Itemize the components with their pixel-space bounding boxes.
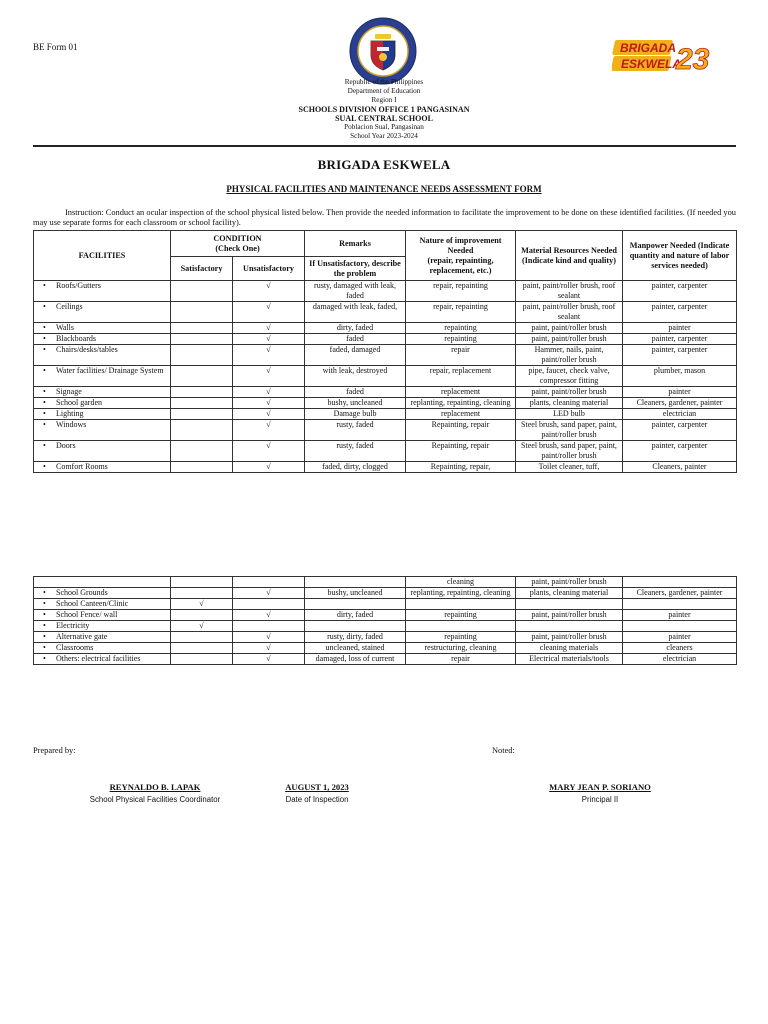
page-title: BRIGADA ESKWELA [317,157,451,172]
facility-cell: • School Grounds [34,588,171,599]
manpower-cell: painter [623,387,737,398]
satisfactory-cell [171,323,233,334]
header-remarks-sub: If Unsatisfactory, describe the problem [305,257,406,281]
table-row [34,366,737,387]
table-row [34,599,737,610]
remarks-cell: rusty, damaged with leak, faded [305,281,406,302]
remarks-cell: rusty, faded [305,420,406,441]
satisfactory-cell [171,643,233,654]
assessment-table-page2 [33,576,737,665]
remarks-cell: bushy, uncleaned [305,588,406,599]
unsatisfactory-cell: √ [233,610,305,621]
material-cell: paint, paint/roller brush [516,387,623,398]
table-row [34,654,737,665]
remarks-cell [305,599,406,610]
letterhead-division: SCHOOLS DIVISION OFFICE 1 PANGASINAN [298,105,470,114]
unsatisfactory-cell: √ [233,302,305,323]
unsatisfactory-cell: √ [233,398,305,409]
table-row [34,632,737,643]
table-row [34,420,737,441]
nature-cell: repair, repainting [406,281,516,302]
unsatisfactory-cell: √ [233,334,305,345]
remarks-cell: bushy, uncleaned [305,398,406,409]
manpower-cell: electrician [623,409,737,420]
remarks-cell: rusty, dirty, faded [305,632,406,643]
table-row [34,577,737,588]
material-cell: paint, paint/roller brush, roof sealant [516,281,623,302]
nature-cell: restructuring, cleaning [406,643,516,654]
remarks-cell: damaged, loss of current [305,654,406,665]
preparer-name: REYNALDO B. LAPAK [109,782,201,792]
unsatisfactory-cell: √ [233,441,305,462]
unsatisfactory-cell: √ [233,462,305,473]
letterhead-department: Department of Education [347,87,421,95]
unsatisfactory-cell [233,621,305,632]
remarks-cell: rusty, faded [305,441,406,462]
remarks-cell: faded, damaged [305,345,406,366]
manpower-cell: painter [623,610,737,621]
header-remarks: Remarks [305,231,406,257]
table-row [34,409,737,420]
satisfactory-cell [171,366,233,387]
satisfactory-cell: √ [171,599,233,610]
header-unsatisfactory: Unsatisfactory [233,257,305,281]
unsatisfactory-cell: √ [233,409,305,420]
unsatisfactory-cell: √ [233,654,305,665]
letterhead-republic: Republic of the Philippines [344,78,424,86]
table-row [34,621,737,632]
preparer-role: School Physical Facilities Coordinator [89,795,221,804]
material-cell: LED bulb [516,409,623,420]
satisfactory-cell [171,345,233,366]
satisfactory-cell [171,654,233,665]
nature-cell: cleaning [406,577,516,588]
material-cell: paint, paint/roller brush, roof sealant [516,302,623,323]
remarks-cell [305,577,406,588]
nature-cell: repair [406,345,516,366]
material-cell: paint, paint/roller brush [516,323,623,334]
material-cell: plants, cleaning material [516,588,623,599]
svg-text:BRIGADA: BRIGADA [620,41,676,55]
nature-cell: replanting, repainting, cleaning [406,398,516,409]
facility-cell: • Chairs/desks/tables [34,345,171,366]
manpower-cell: Cleaners, gardener, painter [623,398,737,409]
unsatisfactory-cell: √ [233,387,305,398]
header-facilities: FACILITIES [34,231,171,281]
header-material: Material Resources Needed (Indicate kind and quality) [516,231,623,281]
material-cell: Toilet cleaner, tuff, [516,462,623,473]
header-satisfactory: Satisfactory [171,257,233,281]
instruction-text: Instruction: Conduct an ocular inspection of the school physical listed below. Then provide the needed information to facilitate the improvement to be done on these identified facilities. (If needed you may use separate forms for each classroom or school facility). [33,208,736,227]
table-row [34,588,737,599]
table-row [34,345,737,366]
letterhead-region: Region I [371,96,397,104]
header-nature-sub: (repair, repainting, replacement, etc.) [427,255,494,275]
remarks-cell: faded [305,334,406,345]
unsatisfactory-cell [233,577,305,588]
material-cell: Steel brush, sand paper, paint, paint/roller brush [516,420,623,441]
manpower-cell: electrician [623,654,737,665]
manpower-cell: painter, carpenter [623,420,737,441]
letterhead-school: SUAL CENTRAL SCHOOL [335,114,433,123]
facility-cell: • Doors [34,441,171,462]
satisfactory-cell [171,577,233,588]
satisfactory-cell [171,441,233,462]
prepared-by-label: Prepared by: [33,746,76,755]
facility-cell: • Roofs/Gutters [34,281,171,302]
nature-cell: Repainting, repair, [406,462,516,473]
material-cell: paint, paint/roller brush [516,334,623,345]
facility-cell [34,577,171,588]
material-cell: plants, cleaning material [516,398,623,409]
nature-cell: Repainting, repair [406,441,516,462]
material-cell: Electrical materials/tools [516,654,623,665]
header-condition-sub: (Check One) [215,243,260,253]
remarks-cell: faded, dirty, clogged [305,462,406,473]
nature-cell: replanting, repainting, cleaning [406,588,516,599]
satisfactory-cell [171,610,233,621]
header-nature [406,231,516,281]
unsatisfactory-cell [233,599,305,610]
satisfactory-cell [171,302,233,323]
satisfactory-cell: √ [171,621,233,632]
remarks-cell: dirty, faded [305,323,406,334]
facility-cell: • Alternative gate [34,632,171,643]
form-subtitle: PHYSICAL FACILITIES AND MAINTENANCE NEEDS ASSESSMENT FORM [226,184,542,194]
facility-cell: • Comfort Rooms [34,462,171,473]
facility-cell: • School Fence/ wall [34,610,171,621]
unsatisfactory-cell: √ [233,366,305,387]
facility-cell: • School Canteen/Clinic [34,599,171,610]
nature-cell: repainting [406,632,516,643]
satisfactory-cell [171,334,233,345]
facility-cell: • Electricity [34,621,171,632]
table-row [34,441,737,462]
table-row [34,462,737,473]
facility-cell: • Walls [34,323,171,334]
nature-cell: repair [406,654,516,665]
nature-cell: repair, replacement [406,366,516,387]
nature-cell [406,621,516,632]
facility-cell: • Water facilities/ Drainage System [34,366,171,387]
letterhead [0,78,768,141]
remarks-cell [305,621,406,632]
satisfactory-cell [171,632,233,643]
svg-text:ESKWELA: ESKWELA [621,57,681,71]
manpower-cell [623,621,737,632]
satisfactory-cell [171,387,233,398]
facility-cell: • Others: electrical facilities [34,654,171,665]
noter-name: MARY JEAN P. SORIANO [549,782,651,792]
manpower-cell: painter, carpenter [623,441,737,462]
material-cell: Hammer, nails, paint, paint/roller brush [516,345,623,366]
header-condition [171,231,305,257]
manpower-cell: painter [623,323,737,334]
table-row [34,643,737,654]
noter-role: Principal II [581,795,619,804]
satisfactory-cell [171,462,233,473]
table-row [34,281,737,302]
material-cell [516,621,623,632]
material-cell [516,599,623,610]
nature-cell: repainting [406,610,516,621]
facility-cell: • Lighting [34,409,171,420]
unsatisfactory-cell: √ [233,632,305,643]
satisfactory-cell [171,588,233,599]
manpower-cell: painter, carpenter [623,334,737,345]
noted-label: Noted: [492,746,515,755]
unsatisfactory-cell: √ [233,643,305,654]
header-condition-label: CONDITION [213,233,262,243]
svg-text:23: 23 [676,43,710,76]
facility-cell: • Ceilings [34,302,171,323]
manpower-cell [623,599,737,610]
assessment-table-page1 [33,230,737,473]
letterhead-address: Poblacion Sual, Pangasinan [344,123,424,131]
inspection-date-label: Date of Inspection [285,795,349,804]
material-cell: Steel brush, sand paper, paint, paint/roller brush [516,441,623,462]
nature-cell: repainting [406,334,516,345]
remarks-cell: Damage bulb [305,409,406,420]
table-row [34,334,737,345]
header-divider [33,145,736,147]
remarks-cell: with leak, destroyed [305,366,406,387]
manpower-cell: Cleaners, gardener, painter [623,588,737,599]
header-nature-label: Nature of improvement Needed [419,235,502,255]
table-row [34,387,737,398]
nature-cell [406,599,516,610]
nature-cell: replacement [406,387,516,398]
manpower-cell: painter, carpenter [623,281,737,302]
unsatisfactory-cell: √ [233,420,305,441]
remarks-cell: dirty, faded [305,610,406,621]
remarks-cell: faded [305,387,406,398]
satisfactory-cell [171,281,233,302]
material-cell: paint, paint/roller brush [516,632,623,643]
satisfactory-cell [171,420,233,441]
remarks-cell: uncleaned, stained [305,643,406,654]
material-cell: paint, paint/roller brush [516,577,623,588]
material-cell: paint, paint/roller brush [516,610,623,621]
facility-cell: • Signage [34,387,171,398]
table-row [34,610,737,621]
inspection-date: AUGUST 1, 2023 [285,782,349,792]
table-row [34,398,737,409]
nature-cell: Repainting, repair [406,420,516,441]
facility-cell: • Classrooms [34,643,171,654]
satisfactory-cell [171,398,233,409]
material-cell: pipe, faucet, check valve, compressor fitting [516,366,623,387]
manpower-cell [623,577,737,588]
manpower-cell: plumber, mason [623,366,737,387]
letterhead-school-year: School Year 2023-2024 [350,132,418,140]
table-row [34,302,737,323]
manpower-cell: cleaners [623,643,737,654]
nature-cell: repainting [406,323,516,334]
manpower-cell: painter, carpenter [623,302,737,323]
unsatisfactory-cell: √ [233,588,305,599]
remarks-cell: damaged with leak, faded, [305,302,406,323]
satisfactory-cell [171,409,233,420]
facility-cell: • Windows [34,420,171,441]
unsatisfactory-cell: √ [233,281,305,302]
manpower-cell: painter, carpenter [623,345,737,366]
nature-cell: replacement [406,409,516,420]
manpower-cell: painter [623,632,737,643]
brigada-eskwela-logo [612,36,714,76]
nature-cell: repair, repainting [406,302,516,323]
deped-seal-logo [349,17,417,85]
form-code: BE Form 01 [33,42,78,52]
unsatisfactory-cell: √ [233,323,305,334]
unsatisfactory-cell: √ [233,345,305,366]
header-manpower: Manpower Needed (Indicate quantity and nature of labor services needed) [623,231,737,281]
material-cell: cleaning materials [516,643,623,654]
table-row [34,323,737,334]
manpower-cell: Cleaners, painter [623,462,737,473]
facility-cell: • Blackboards [34,334,171,345]
facility-cell: • School garden [34,398,171,409]
